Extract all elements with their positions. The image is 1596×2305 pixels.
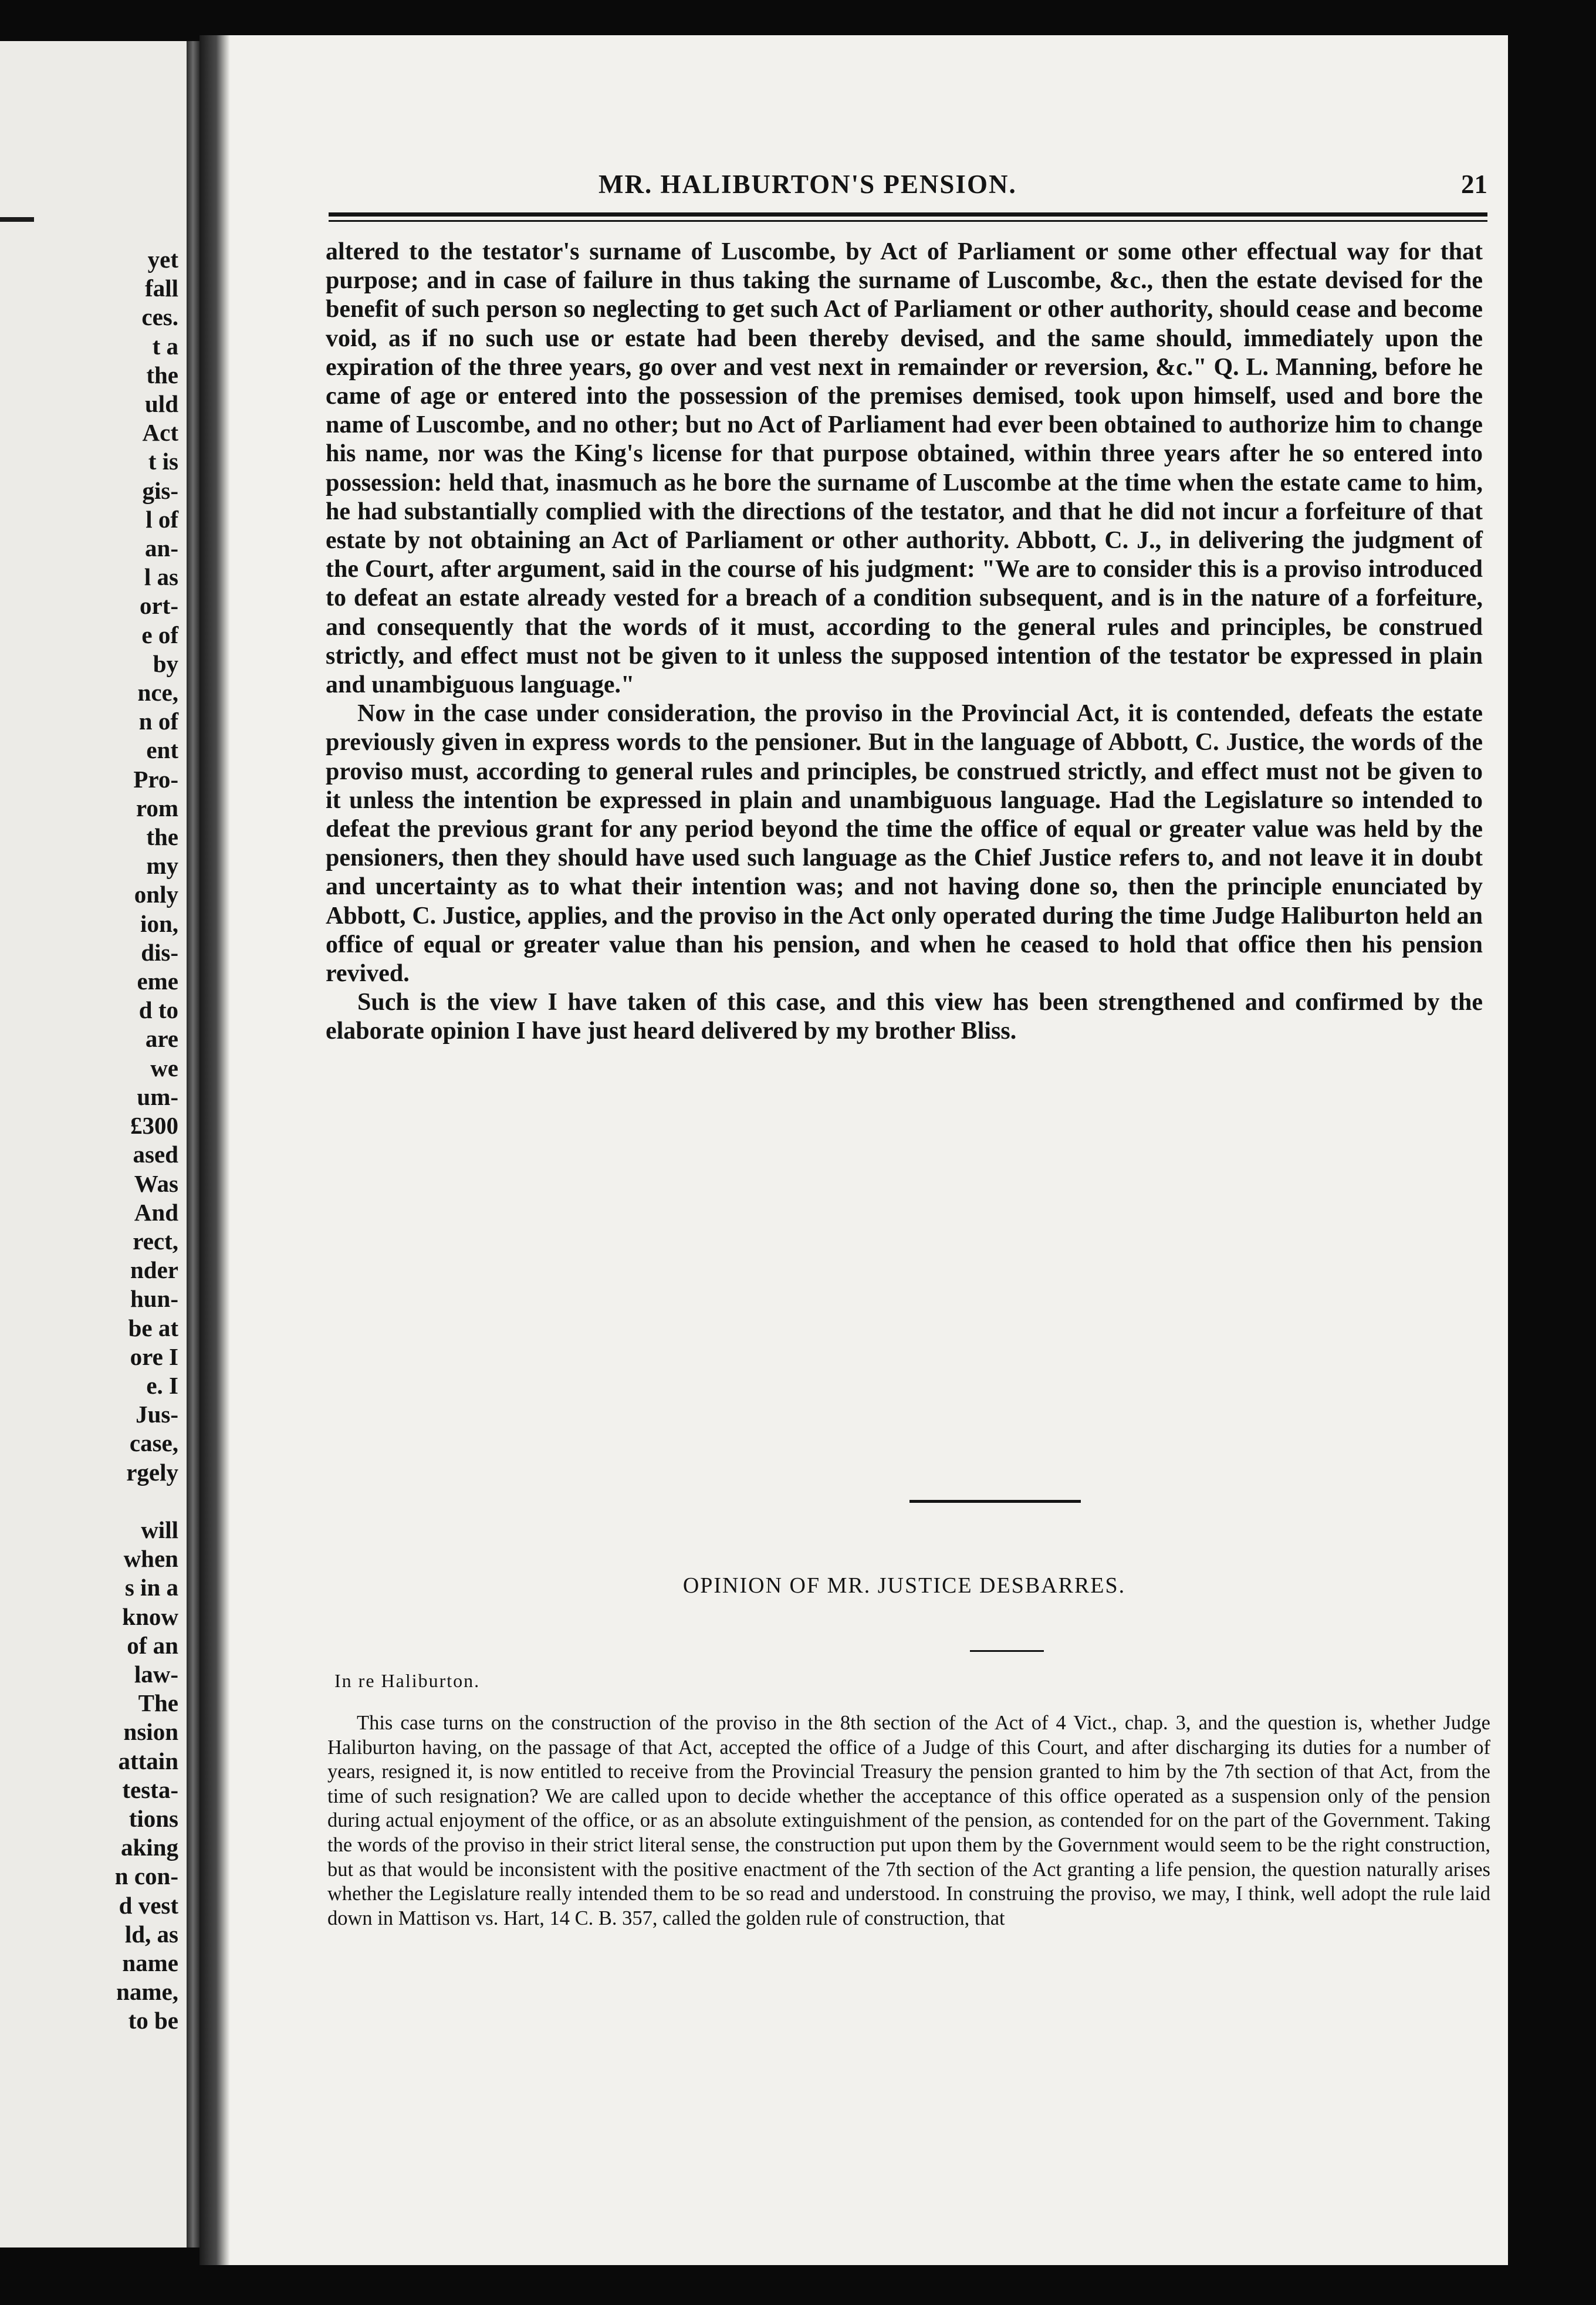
left-page-fragment: l of — [146, 505, 178, 533]
left-page-fragment: when — [123, 1545, 178, 1573]
left-page-fragment: And — [134, 1198, 178, 1226]
left-page-fragment: gis- — [142, 476, 178, 504]
left-page-fragment: name — [122, 1949, 178, 1976]
left-page-fragment: n of — [138, 708, 178, 735]
left-page-fragment: Pro- — [133, 765, 178, 793]
left-page-text-fragments — [115, 245, 178, 2036]
left-page-fragment: ent — [146, 736, 178, 764]
left-page-fragment: rom — [136, 794, 178, 822]
left-page-fragment: will — [141, 1516, 178, 1543]
left-page-fragment: tions — [129, 1804, 178, 1832]
left-page-fragment: to be — [128, 2007, 178, 2034]
section-divider — [909, 1500, 1081, 1503]
left-page-fragment: ces. — [141, 303, 178, 331]
left-page-fragment: be at — [128, 1314, 178, 1341]
left-page-fragment: ore I — [130, 1343, 178, 1370]
left-page-fragment: law- — [134, 1660, 178, 1688]
left-page-fragment: we — [150, 1054, 178, 1081]
book-page — [200, 35, 1508, 2265]
left-page-fragment: rect, — [133, 1227, 178, 1255]
running-title: MR. HALIBURTON'S PENSION. — [598, 170, 1017, 199]
left-facing-page — [0, 41, 187, 2247]
opinion-body-text — [327, 1711, 1490, 1931]
left-page-fragment: t a — [152, 332, 178, 360]
book-gutter — [187, 41, 200, 2247]
left-page-fragment: nce, — [137, 679, 178, 707]
left-page-fragment: Act — [142, 419, 178, 447]
left-page-header-rule — [0, 217, 34, 222]
left-page-fragment: my — [146, 852, 178, 880]
left-page-fragment: an- — [145, 535, 178, 562]
body-paragraph-1: altered to the testator's surname of Luscombe, by Act of Parliament or some other effectual way for that purpose; and in case of failure in thus taking the surname of Luscombe, &c., then the estate devised for the benefit of such person so neglecting to get such Act of Parliament or other authority, should cease and become void, as if no such use or estate had been thereby devised, and the same should, immediately upon the expiration of the three years, go over and vest next in remainder or reversion, &c." Q. L. Manning, before he came of age or entered into the possession of the premises demised, took upon himself, used and bore the name of Luscombe, and no other; but no Act of Parliament had ever been obtained to authorize him to change his name, nor was the King's license for that purpose obtained, within three years after he so entered into possession: held that, inasmuch as he bore the surname of Luscombe at the time when the estate came to him, he had substantially complied with the directions of the testator, and that he did not incur a forfeiture of that estate by not obtaining an Act of Parliament or other authority. Abbott, C. J., in delivering the judgment of the Court, after argument, said in the course of his judgment: "We are to consider this is a proviso introduced to defeat an estate already vested for a breach of a condition subsequent, and is in the nature of a forfeiture, and consequently that the words of it must, according to the general rules and principles, be construed strictly, and effect must not be given to it unless the supposed intention of the testator be expressed in plain and unambiguous language." — [326, 238, 1483, 699]
left-page-fragment: only — [134, 881, 178, 908]
left-page-fragment: ased — [133, 1141, 178, 1168]
body-paragraph-2: Now in the case under consideration, the proviso in the Provincial Act, it is contended, defeats the estate previously given in express words to the pensioner. But in the language of Abbott, C. Justice, the words of the proviso must, according to general rules and principles, be construed strictly, and effect must not be given to it unless the intention be expressed in plain and unambiguous language. Had the Legislature so intended to defeat the previous grant for any period beyond the time the office of equal or greater value was held by the pensioners, then they should have used such language as the Chief Justice refers to, and not leave it in doubt and uncertainty as to what their intention was; and not having done so, then the principle enunciated by Abbott, C. Justice, applies, and the proviso in the Act only operated during the time Judge Haliburton held an office of equal or greater value than his pension, and when he ceased to hold that office then his pension revived. — [326, 700, 1483, 988]
heading-underline — [970, 1650, 1044, 1652]
left-page-fragment: case, — [129, 1429, 178, 1457]
left-page-fragment: d to — [138, 996, 178, 1024]
case-name: In re Haliburton. — [334, 1670, 481, 1691]
left-page-fragment: hun- — [130, 1285, 178, 1313]
left-page-fragment: Was — [134, 1170, 178, 1197]
left-page-fragment: the — [146, 823, 178, 851]
page-number: 21 — [1461, 170, 1487, 199]
page-spine-shadow — [200, 35, 230, 2265]
header-rule-thick — [329, 212, 1487, 217]
running-head — [329, 169, 1487, 210]
left-page-fragment: uld — [145, 390, 178, 418]
left-page-fragment: s in a — [124, 1574, 178, 1601]
left-page-fragment: e of — [141, 621, 178, 648]
left-page-fragment: £300 — [130, 1112, 178, 1140]
left-page-fragment: nder — [130, 1256, 178, 1284]
left-page-fragment: rgely — [126, 1458, 178, 1486]
left-page-fragment: yet — [147, 246, 178, 273]
main-body-text — [326, 238, 1483, 1046]
left-page-fragment: eme — [137, 968, 178, 995]
left-page-fragment: are — [145, 1025, 178, 1053]
left-page-fragment — [115, 1487, 178, 1516]
left-page-fragment: aking — [121, 1834, 178, 1861]
left-page-fragment: n con- — [114, 1863, 178, 1890]
left-page-fragment: t is — [148, 448, 178, 475]
left-page-fragment: know — [122, 1603, 178, 1630]
left-page-fragment: ion, — [140, 910, 178, 937]
left-page-fragment: The — [138, 1689, 178, 1717]
left-page-fragment: by — [153, 650, 178, 677]
left-page-fragment: the — [146, 361, 178, 388]
opinion-paragraph: This case turns on the construction of the proviso in the 8th section of the Act of 4 Vict., chap. 3, and the question is, whether Judge Haliburton having, on the passage of that Act, accepted the office of a Judge of this Court, and after discharging its duties for a number of years, resigned it, is now entitled to receive from the Provincial Treasury the pension granted to him by the 7th section of that Act, from the time of such resignation? We are called upon to decide whether the acceptance of this office operated as a suspension only of the pension during actual enjoyment of the office, or as an absolute extinguishment of the pension, as contended for on the part of the Government. Taking the words of the proviso in their strict literal sense, the construction put upon them by the Government would seem to be the right construction, but as that would be inconsistent with the positive enactment of the 7th section of the Act granting a life pension, the question naturally arises whether the Legislature really intended them to be so read and understood. In construing the proviso, we may, I think, well adopt the rule laid down in Mattison vs. Hart, 14 C. B. 357, called the golden rule of construction, that — [327, 1712, 1490, 1929]
left-page-fragment: l as — [144, 563, 178, 591]
left-page-fragment: attain — [118, 1747, 178, 1775]
header-rule-thin — [329, 220, 1487, 222]
left-page-fragment: testa- — [122, 1776, 178, 1803]
left-page-fragment: ld, as — [124, 1920, 178, 1948]
left-page-fragment: fall — [145, 275, 178, 302]
opinion-heading: OPINION OF MR. JUSTICE DESBARRES. — [682, 1573, 1126, 1598]
left-page-fragment: Jus- — [136, 1401, 178, 1428]
left-page-fragment: nsion — [123, 1718, 178, 1746]
left-page-fragment: name, — [116, 1978, 178, 2006]
left-page-fragment: e. I — [146, 1371, 178, 1399]
left-page-fragment: of an — [127, 1631, 178, 1659]
left-page-fragment: ort- — [139, 592, 178, 620]
left-page-fragment: d vest — [119, 1891, 178, 1919]
body-paragraph-3: Such is the view I have taken of this case, and this view has been strengthened and confirmed by the elaborate opinion I have just heard delivered by my brother Bliss. — [326, 989, 1483, 1045]
left-page-fragment: dis- — [141, 938, 178, 966]
left-page-fragment: um- — [137, 1083, 178, 1110]
